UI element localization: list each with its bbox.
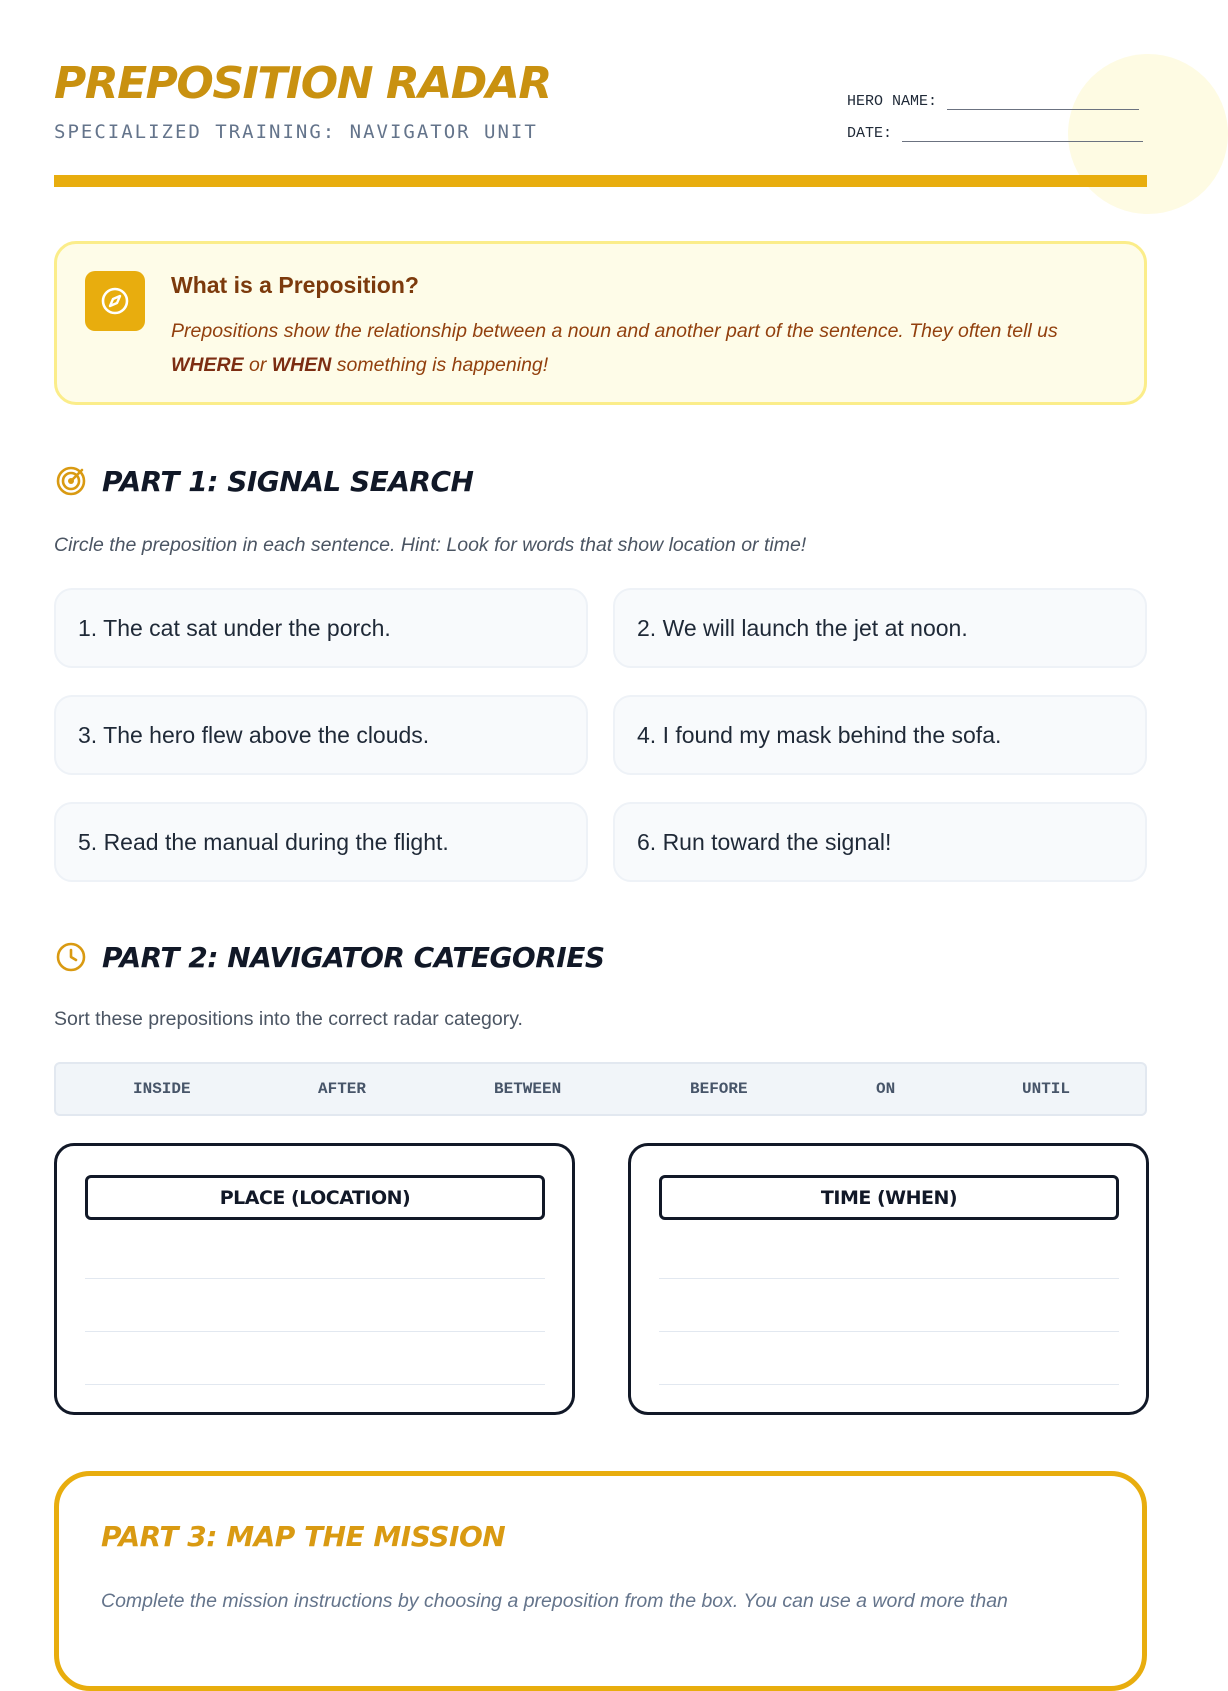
sentence-text[interactable]: 1. The cat sat under the porch. [78, 614, 391, 641]
definition-box [54, 241, 1147, 405]
hero-name-label: HERO NAME: [847, 93, 938, 110]
place-category-label: PLACE (LOCATION) [85, 1175, 545, 1220]
page-subtitle: SPECIALIZED TRAINING: NAVIGATOR UNIT [54, 121, 538, 143]
sentence-card [613, 588, 1147, 668]
part1-instructions: Circle the preposition in each sentence. Hint: Look for words that show location or time! [54, 534, 807, 556]
sentence-text[interactable]: 4. I found my mask behind the sofa. [637, 721, 1002, 748]
part2-title: PART 2: NAVIGATOR CATEGORIES [102, 940, 605, 974]
date-line [902, 128, 1143, 142]
sentence-text[interactable]: 3. The hero flew above the clouds. [78, 721, 430, 748]
answer-line[interactable] [85, 1331, 545, 1332]
definition-text-end: something is happening! [331, 354, 549, 376]
part3-instructions: Complete the mission instructions by choosing a preposition from the box. You can use a word more than [101, 1590, 1008, 1612]
sentence-card [613, 695, 1147, 775]
sentence-card [54, 588, 588, 668]
word-bank-item[interactable]: BEFORE [690, 1080, 748, 1098]
answer-line[interactable] [659, 1331, 1119, 1332]
answer-line[interactable] [659, 1384, 1119, 1385]
hero-name-field [847, 93, 1139, 110]
definition-where: WHERE [171, 354, 244, 376]
radar-icon [54, 464, 88, 498]
part2-header [54, 940, 605, 974]
header-divider [54, 175, 1147, 187]
part1-header [54, 464, 473, 498]
part1-title: PART 1: SIGNAL SEARCH [102, 464, 474, 498]
word-bank-item[interactable]: INSIDE [133, 1080, 191, 1098]
word-bank-item[interactable]: UNTIL [1022, 1080, 1071, 1098]
time-category-label: TIME (WHEN) [659, 1175, 1119, 1220]
definition-text [171, 314, 1121, 382]
sentence-card [613, 802, 1147, 882]
definition-when: WHEN [271, 354, 332, 376]
sentence-card [54, 802, 588, 882]
word-bank-item[interactable]: AFTER [318, 1080, 367, 1098]
answer-line[interactable] [85, 1384, 545, 1385]
word-bank-item[interactable]: ON [876, 1080, 896, 1098]
answer-line[interactable] [659, 1278, 1119, 1279]
definition-text-start: Prepositions show the relationship between a noun and another part of the sentence. They often tell us [171, 320, 1058, 342]
place-category-box [54, 1143, 575, 1415]
page-title: PREPOSITION RADAR [54, 58, 551, 109]
hero-name-line [947, 96, 1139, 110]
word-bank-item[interactable]: BETWEEN [494, 1080, 562, 1098]
compass-icon [85, 271, 145, 331]
part2-instructions: Sort these prepositions into the correct radar category. [54, 1008, 523, 1030]
part3-box [54, 1471, 1147, 1691]
sentence-text[interactable]: 6. Run toward the signal! [637, 828, 892, 855]
sentence-text[interactable]: 2. We will launch the jet at noon. [637, 614, 968, 641]
date-label: DATE: [847, 125, 893, 142]
definition-title: What is a Preposition? [171, 272, 419, 298]
date-field [847, 125, 1143, 142]
answer-line[interactable] [85, 1278, 545, 1279]
sentence-text[interactable]: 5. Read the manual during the flight. [78, 828, 449, 855]
part3-title: PART 3: MAP THE MISSION [101, 1520, 506, 1553]
definition-or: or [243, 354, 272, 376]
time-category-box [628, 1143, 1149, 1415]
sentence-card [54, 695, 588, 775]
clock-icon [54, 940, 88, 974]
word-bank [54, 1062, 1147, 1116]
